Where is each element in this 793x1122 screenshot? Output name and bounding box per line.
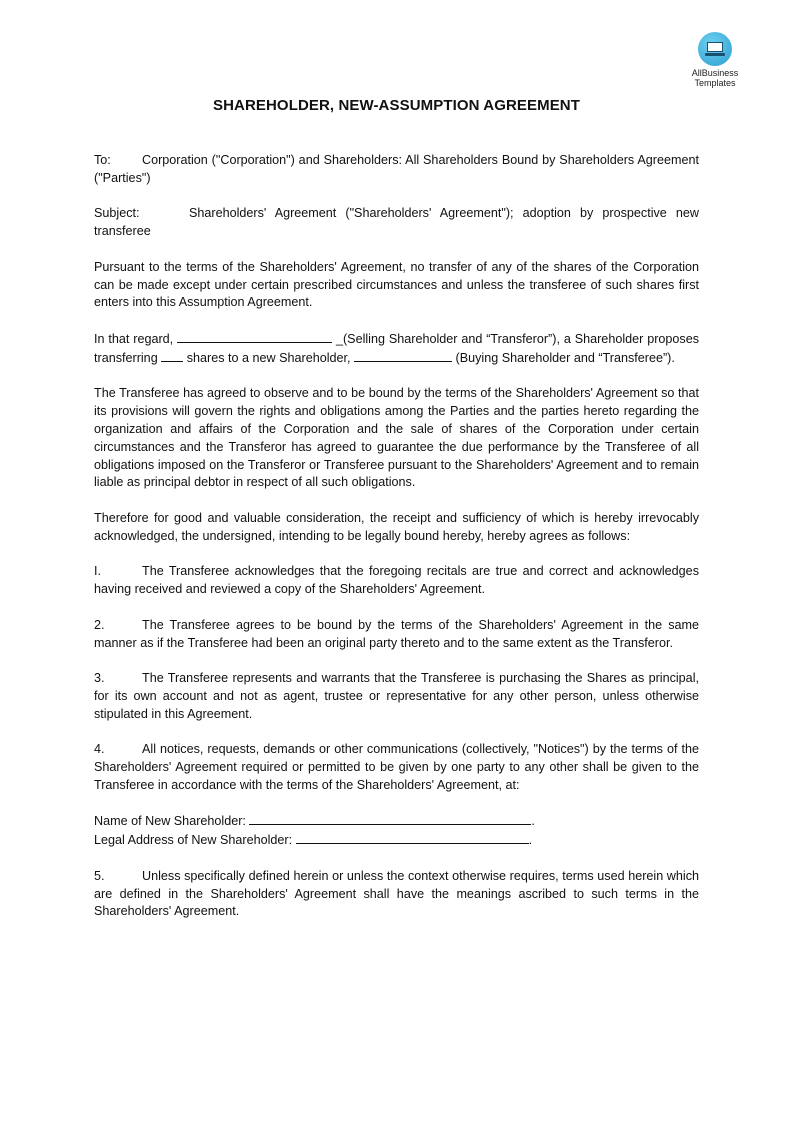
regard-text-1: In that regard, [94,331,174,346]
logo-text-line2: Templates [694,78,736,88]
page-title: SHAREHOLDER, NEW-ASSUMPTION AGREEMENT [212,97,581,114]
clause-number: 5. [94,868,105,883]
name-field-end: . [531,814,535,829]
regard-text-2: _(Selling Shareholder and “Transferor”), a Shareholder proposes transferring [94,331,700,365]
clause-text: Unless specifically defined herein or unless the context otherwise requires, terms used herein which are defined in the Shareholders' Agreement shall have the meanings ascribed to such terms in the Shareholders' Agreement. [94,868,699,919]
document-body [94,152,699,921]
clause-number: I. [94,564,101,579]
allbusiness-logo [684,32,746,88]
shares-count-blank[interactable] [161,349,183,362]
regard-text-3: shares to a new Shareholder, [186,350,351,365]
buying-shareholder-blank[interactable] [354,349,452,362]
pursuant-paragraph: Pursuant to the terms of the Shareholders' Agreement, no transfer of any of the shares of the Corporation can be made except under certain prescribed circumstances and unless the transferee of such shares first enters into this Assumption Agreement. [94,259,699,310]
selling-shareholder-blank[interactable] [177,330,332,343]
laptop-icon [698,32,732,66]
clause-number: 4. [94,742,105,757]
clause-text: The Transferee agrees to be bound by the terms of the Shareholders' Agreement in the same manner as if the Transferee had been an original party thereto and to the same extent as the Transferor. [94,617,699,650]
address-field-line [94,831,699,850]
clause-text: The Transferee acknowledges that the foregoing recitals are true and correct and acknowledges having received and reviewed a copy of the Shareholders' Agreement. [94,564,699,597]
address-field-end: . [528,833,533,848]
name-field-line [94,812,699,831]
clause-3 [94,670,699,723]
logo-text-line1: AllBusiness [691,68,739,78]
address-field-blank[interactable] [296,831,529,844]
clause-text: All notices, requests, demands or other communications (collectively, "Notices") by the terms of the Shareholders' Agreement required or permitted to be given by one party to any other shall be given to the Transferee in accordance with the terms of the Shareholders' Agreement, at: [94,742,699,792]
subject-label: Subject: [94,206,140,221]
transferee-paragraph: The Transferee has agreed to observe and to be bound by the terms of the Shareholders' Agreement so that its provisions will govern the rights and obligations among the Parties and the parties hereto regarding the organization and affairs of the Corporation and the sale of shares of the Corporation under certain circumstances and the Transferor has agreed to guarantee the due performance by the Transferee of all obligations imposed on the Transferor or Transferee pursuant to the Shareholders' Agreement and to remain liable as principal debtor in respect of all such obligations. [94,386,699,490]
clause-4 [94,741,699,794]
clause-text: The Transferee represents and warrants that the Transferee is purchasing the Shares as principal, for its own account and not as agent, trustee or representative for any other person, unless otherwise stipulated in this Agreement. [94,671,699,721]
subject-paragraph [94,205,699,241]
address-field-label: Legal Address of New Shareholder: [94,833,293,848]
to-text: Corporation ("Corporation") and Shareholders: All Shareholders Bound by Shareholders Agreement ("Parties") [94,153,699,185]
clause-number: 2. [94,617,105,632]
clause-1 [94,563,699,599]
therefore-paragraph: Therefore for good and valuable consideration, the receipt and sufficiency of which is hereby irrevocably acknowledged, the undersigned, intending to be legally bound hereby, hereby agrees as follows: [94,510,699,543]
clause-2 [94,617,699,653]
to-paragraph [94,152,699,188]
clause-number: 3. [94,671,105,686]
to-label: To: [94,153,111,167]
subject-text: Shareholders' Agreement ("Shareholders' Agreement"); adoption by prospective new transferee [94,206,699,239]
name-field-blank[interactable] [249,812,531,825]
regard-paragraph [94,330,699,368]
name-field-label: Name of New Shareholder: [94,814,246,829]
clause-5 [94,868,699,921]
regard-text-4: (Buying Shareholder and “Transferee”). [455,350,675,365]
